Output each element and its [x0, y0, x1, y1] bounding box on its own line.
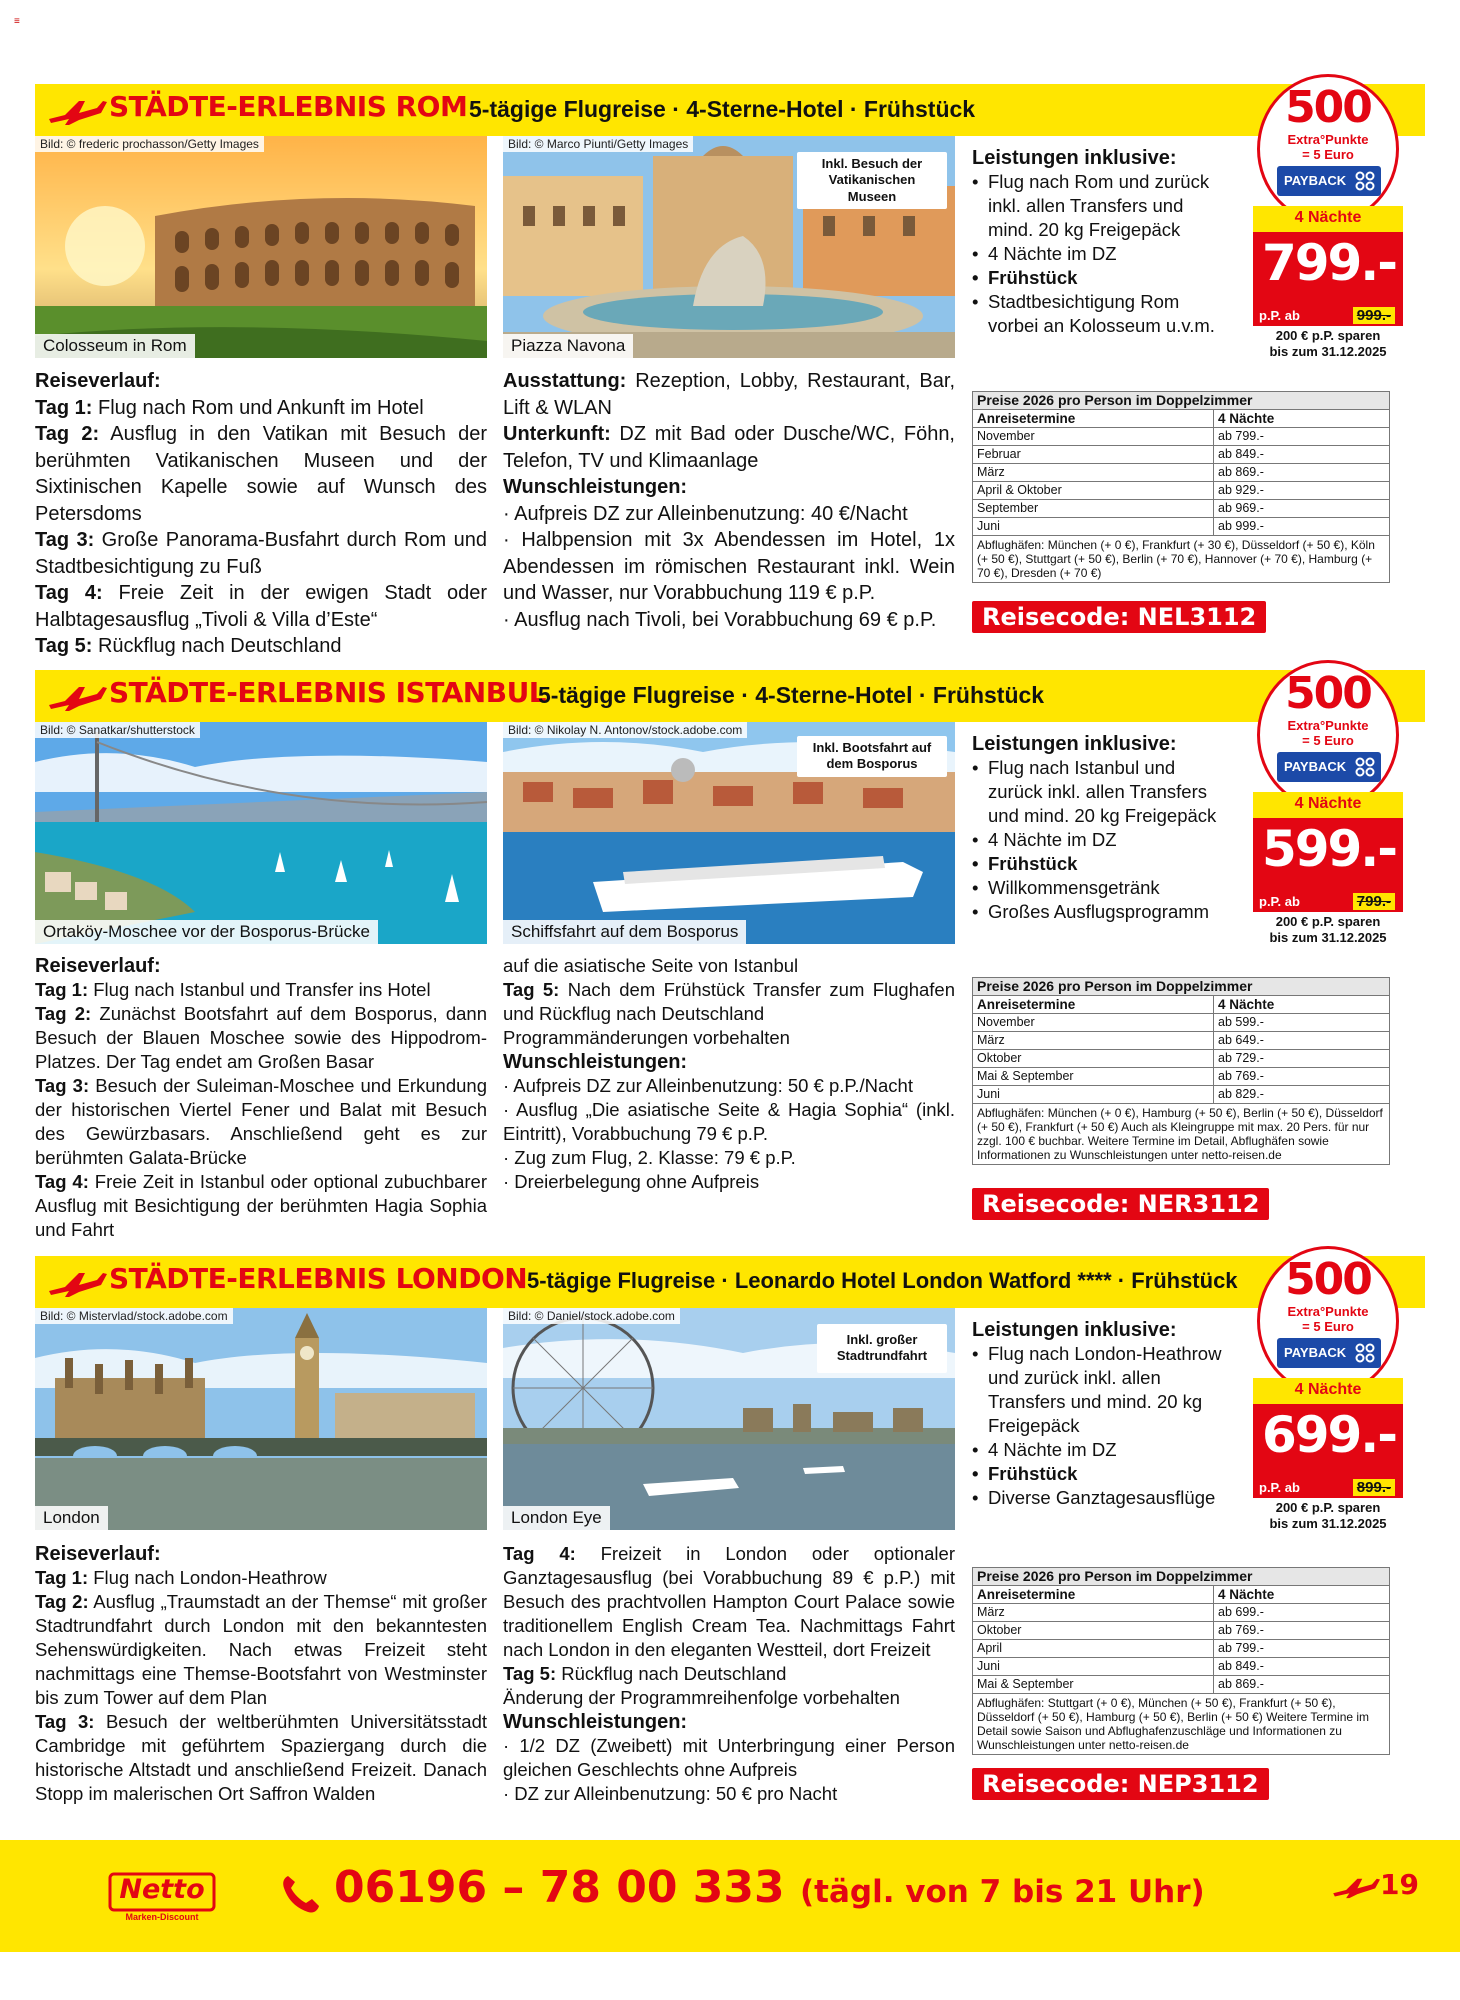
photo-caption: Colosseum in Rom	[35, 334, 195, 358]
offer-rom	[35, 82, 1425, 657]
table-row: Mai & September ab 769.-	[973, 1068, 1390, 1086]
price-table: Preise 2026 pro Person im Doppelzimmer Anreisetermine 4 Nächte März ab 699.- Oktober ab 769.- April ab 799.- Juni ab 849.- Mai & September ab 869.- Abflughäfen: Stuttgart (+ 0 €), München (+ 50 €), Frankfurt (+ 50 €), Düsseldorf (+ 50 €), Hamburg (+ 50 €), Berlin (+ 50 €) Weitere Termine im Detail sowie Saison und Abflughafenzuschläge und Informationen zu Wunschleistungen unter netto-reisen.de	[972, 1567, 1390, 1755]
photo-caption: Schiffsfahrt auf dem Bosporus	[503, 920, 746, 944]
photo-ortakoy	[35, 722, 487, 944]
photo-caption: Piazza Navona	[503, 334, 633, 358]
price-per-person: p.P. ab 899.-	[1253, 1478, 1403, 1498]
extra-points: 500	[1285, 82, 1371, 133]
price: 799.-	[1261, 234, 1397, 292]
page-number: 19	[1380, 1868, 1419, 1901]
price-table: Preise 2026 pro Person im Doppelzimmer Anreisetermine 4 Nächte November ab 799.- Februar ab 849.- März ab 869.- April & Oktober ab 929.- September ab 969.- Juni ab 999.- Abflughäfen: München (+ 0 €), Frankfurt (+ 30 €), Düsseldorf (+ 50 €), Köln (+ 50 €), Stuttgart (+ 50 €), Berlin (+ 70 €), Hannover (+ 70 €), Hamburg (+ 70 €), Dresden (+ 70 €)	[972, 391, 1390, 583]
table-row: November ab 799.-	[973, 428, 1390, 446]
extra-points-label: Extra°Punkte = 5 Euro	[1287, 718, 1369, 748]
photo-caption: Ortaköy-Moschee vor der Bosporus-Brücke	[35, 920, 378, 944]
table-row: März ab 699.-	[973, 1604, 1390, 1622]
price-box	[1253, 818, 1403, 892]
included-item: • Diverse Ganztagesausflüge	[972, 1486, 1232, 1510]
included-item: • Stadtbesichtigung Rom vorbei an Kolosseum u.v.m.	[972, 290, 1232, 338]
offer-title: STÄDTE-ERLEBNIS ISTANBUL	[109, 676, 547, 709]
price: 699.-	[1261, 1406, 1397, 1464]
photo-colosseum	[35, 136, 487, 358]
table-row: Juni ab 999.-	[973, 518, 1390, 536]
payback-logo: PAYBACK	[1277, 1338, 1381, 1368]
included-title: Leistungen inklusive:	[972, 147, 1177, 169]
table-row: April ab 799.-	[973, 1640, 1390, 1658]
nights-label: 4 Nächte	[1253, 792, 1403, 818]
old-price: 999.-	[1353, 307, 1395, 324]
old-price: 799.-	[1353, 893, 1395, 910]
price: 599.-	[1261, 820, 1397, 878]
payback-logo: PAYBACK	[1277, 166, 1381, 196]
offer-banner	[35, 1256, 1425, 1308]
travel-code: Reisecode: NER3112	[972, 1188, 1269, 1220]
payback-dots-icon	[1355, 757, 1375, 777]
offer-london	[35, 1256, 1425, 1816]
price-badge	[1253, 660, 1403, 970]
price-table: Preise 2026 pro Person im Doppelzimmer Anreisetermine 4 Nächte November ab 599.- März ab 649.- Oktober ab 729.- Mai & September ab 769.- Juni ab 829.- Abflughäfen: München (+ 0 €), Hamburg (+ 50 €), Berlin (+ 50 €), Düsseldorf (+ 50 €), Frankfurt (+ 50 €) Auch als Kleingruppe mit max. 20 Pers. für nur zzgl. 100 € buchbar. Weitere Termine im Detail, Abflughäfen sowie Informationen zu Wunschleistungen unter netto-reisen.de	[972, 977, 1390, 1165]
included-item: • 4 Nächte im DZ	[972, 1438, 1232, 1462]
included-item: • 4 Nächte im DZ	[972, 242, 1232, 266]
price-badge	[1253, 1246, 1403, 1556]
footer-bar	[0, 1840, 1460, 1952]
offer-title: STÄDTE-ERLEBNIS LONDON	[109, 1262, 528, 1295]
price-per-person: p.P. ab 999.-	[1253, 306, 1403, 326]
highlight-label: Inkl. Besuch der Vatikanischen Museen	[797, 152, 947, 209]
offer-title: STÄDTE-ERLEBNIS ROM	[109, 90, 468, 123]
netto-logo-subtext: Marken-Discount	[125, 1912, 199, 1922]
photo-bosporus	[503, 722, 955, 944]
travel-code: Reisecode: NEL3112	[972, 601, 1266, 633]
departure-airports-note: Abflughäfen: München (+ 0 €), Frankfurt (+ 30 €), Düsseldorf (+ 50 €), Köln (+ 50 €), Stuttgart (+ 50 €), Berlin (+ 70 €), Hannover (+ 70 €), Hamburg (+ 70 €), Dresden (+ 70 €)	[973, 536, 1390, 583]
plane-icon	[45, 679, 107, 713]
payback-logo: PAYBACK	[1277, 752, 1381, 782]
payback-dots-icon	[1355, 1343, 1375, 1363]
table-row: September ab 969.-	[973, 500, 1390, 518]
old-price: 899.-	[1353, 1479, 1395, 1496]
offer-istanbul	[35, 668, 1425, 1240]
included-item: • Flug nach Rom und zurück inkl. allen Transfers und mind. 20 kg Freigepäck	[972, 170, 1232, 242]
included-item: • Flug nach Istanbul und zurück inkl. allen Transfers und mind. 20 kg Freigepäck	[972, 756, 1232, 828]
included-item: • Flug nach London-Heathrow und zurück inkl. allen Transfers und mind. 20 kg Freigepäck	[972, 1342, 1232, 1438]
details-column: Ausstattung: Rezeption, Lobby, Restaurant, Bar, Lift & WLAN Unterkunft: DZ mit Bad oder Dusche/WC, Föhn, Telefon, TV und Klimaanlage Wunschleistungen: · Aufpreis DZ zur Alleinbenutzung: 40 €/Nacht · Halbpension mit 3x Abendessen im Hotel, 1x Abendessen im römischen Restaurant inkl. Wein und Wasser, nur Vorabbuchung 119 € p.P. · Ausflug nach Tivoli, bei Vorabbuchung 69 € p.P.	[503, 370, 955, 631]
nights-label: 4 Nächte	[1253, 206, 1403, 232]
price-per-person: p.P. ab 799.-	[1253, 892, 1403, 912]
extra-points-label: Extra°Punkte = 5 Euro	[1287, 132, 1369, 162]
price-badge	[1253, 74, 1403, 384]
photo-caption: London	[35, 1506, 108, 1530]
photo-credit: Bild: © Marco Piunti/Getty Images	[503, 136, 693, 152]
savings-note: 200 € p.P. sparen bis zum 31.12.2025	[1269, 1500, 1387, 1531]
hotline-hours: (tägl. von 7 bis 21 Uhr)	[799, 1874, 1205, 1910]
hotline-number: 06196 – 78 00 333	[334, 1862, 785, 1913]
itinerary-column: Reiseverlauf: Tag 1: Flug nach Istanbul und Transfer ins Hotel Tag 2: Zunächst Bootsfahrt auf dem Bosporus, dann Besuch der Blauen Moschee sowie des Hippodrom-Platzes. Der Tag endet am Großen Basar Tag 3: Besuch der Suleiman-Moschee und Erkundung der historischen Viertel Fener und Balat mit Besuch des Gewürzbasars. Anschließend geht es zur berühmten Galata-Brücke Tag 4: Freie Zeit in Istanbul oder optional zubuchbarer Ausflug mit Besichtigung der berühmten Hagia Sophia und Fahrt	[35, 955, 488, 1240]
table-row: März ab 649.-	[973, 1032, 1390, 1050]
highlight-label: Inkl. großer Stadtrundfahrt	[817, 1324, 947, 1373]
netto-logo-text: Netto	[119, 1874, 205, 1905]
offer-banner	[35, 670, 1425, 722]
itinerary-column: Reiseverlauf: Tag 1: Flug nach London-Heathrow Tag 2: Ausflug „Traumstadt an der Themse“ mit großer Stadtrundfahrt durch London mit den bekanntesten Sehenswürdigkeiten. Nach etwas Freizeit steht nachmittags eine Themse-Bootsfahrt von Westminster bis zum Tower auf dem Plan Tag 3: Besuch der weltberühmten Universitätsstadt Cambridge mit geführtem Spaziergang durch die historische Altstadt und anschließend Freizeit. Danach Stopp im malerischen Ort Saffron Walden	[35, 1543, 487, 1804]
offer-subtitle: 5-tägige Flugreise · 4-Sterne-Hotel · Frühstück	[469, 96, 976, 122]
extra-points-label: Extra°Punkte = 5 Euro	[1287, 1304, 1369, 1334]
savings-note: 200 € p.P. sparen bis zum 31.12.2025	[1269, 328, 1387, 359]
price-table-header: Preise 2026 pro Person im Doppelzimmer	[973, 392, 1390, 410]
price-box	[1253, 232, 1403, 306]
nights-label: 4 Nächte	[1253, 1378, 1403, 1404]
table-row: Juni ab 849.-	[973, 1658, 1390, 1676]
photo-piazza-navona	[503, 136, 955, 358]
included-services	[972, 732, 1232, 924]
details-column: Tag 4: Freizeit in London oder optionaler Ganztagesausflug (bei Vorabbuchung 89 € p.P.) mit Besuch des prachtvollen Hampton Court Palace sowie traditionellem English Cream Tea. Nachmittags Fahrt nach London in den eleganten Westteil, dort Freizeit Tag 5: Rückflug nach Deutschland Änderung der Programmreihenfolge vorbehalten Wunschleistungen: · 1/2 DZ (Zweibett) mit Unterbringung einer Person gleichen Geschlechts ohne Aufpreis · DZ zur Alleinbenutzung: 50 € pro Nacht	[503, 1543, 955, 1804]
table-row: Oktober ab 729.-	[973, 1050, 1390, 1068]
hotline	[334, 1862, 1205, 1913]
extra-points: 500	[1285, 1254, 1371, 1305]
table-row: Mai & September ab 869.-	[973, 1676, 1390, 1694]
table-row: November ab 599.-	[973, 1014, 1390, 1032]
offer-banner	[35, 84, 1425, 136]
included-services	[972, 1318, 1232, 1510]
photo-london	[35, 1308, 487, 1530]
offer-subtitle: 5-tägige Flugreise · Leonardo Hotel London Watford **** · Frühstück	[527, 1268, 1238, 1293]
offer-subtitle: 5-tägige Flugreise · 4-Sterne-Hotel · Frühstück	[538, 682, 1045, 708]
photo-caption: London Eye	[503, 1506, 610, 1530]
corner-mark: ≡	[14, 16, 20, 27]
included-item: • Frühstück	[972, 266, 1232, 290]
table-row: Februar ab 849.-	[973, 446, 1390, 464]
table-row: Juni ab 829.-	[973, 1086, 1390, 1104]
phone-icon	[278, 1872, 322, 1916]
table-row: März ab 869.-	[973, 464, 1390, 482]
price-table-header: Preise 2026 pro Person im Doppelzimmer	[973, 1568, 1390, 1586]
included-title: Leistungen inklusive:	[972, 1319, 1177, 1341]
included-title: Leistungen inklusive:	[972, 733, 1177, 755]
table-row: April & Oktober ab 929.-	[973, 482, 1390, 500]
plane-icon	[1330, 1872, 1380, 1900]
included-item: • Frühstück	[972, 852, 1232, 876]
photo-credit: Bild: © Nikolay N. Antonov/stock.adobe.com	[503, 722, 747, 738]
details-column: auf die asiatische Seite von Istanbul Tag 5: Nach dem Frühstück Transfer zum Flughafen und Rückflug nach Deutschland Programmänderungen vorbehalten Wunschleistungen: · Aufpreis DZ zur Alleinbenutzung: 50 € p.P./Nacht · Ausflug „Die asiatische Seite & Hagia Sophia“ (inkl. Eintritt), Vorabbuchung 79 € p.P. · Zug zum Flug, 2. Klasse: 79 € p.P. · Dreierbelegung ohne Aufpreis	[503, 955, 956, 1192]
table-row: Oktober ab 769.-	[973, 1622, 1390, 1640]
photo-credit: Bild: © Mistervlad/stock.adobe.com	[35, 1308, 233, 1324]
photo-credit: Bild: © frederic prochasson/Getty Images	[35, 136, 264, 152]
included-item: • Willkommensgetränk	[972, 876, 1232, 900]
departure-airports-note: Abflughäfen: Stuttgart (+ 0 €), München (+ 50 €), Frankfurt (+ 50 €), Düsseldorf (+ 50 €), Hamburg (+ 50 €), Berlin (+ 50 €) Weitere Termine im Detail sowie Saison und Abflughafenzuschläge und Informationen zu Wunschleistungen unter netto-reisen.de	[973, 1694, 1390, 1755]
price-table-header: Preise 2026 pro Person im Doppelzimmer	[973, 978, 1390, 996]
included-item: • Großes Ausflugsprogramm	[972, 900, 1232, 924]
included-services	[972, 146, 1232, 338]
payback-dots-icon	[1355, 171, 1375, 191]
itinerary-column: Reiseverlauf: Tag 1: Flug nach Rom und Ankunft im Hotel Tag 2: Ausflug in den Vatikan mit Besuch der berühmten Vatikanischen Museen und der Sixtinischen Kapelle sowie auf Wunsch des Petersdoms Tag 3: Große Panorama-Busfahrt durch Rom und Stadtbesichtigung zu Fuß Tag 4: Freie Zeit in der ewigen Stadt oder Halbtagesausflug „Tivoli & Villa d’Este“ Tag 5: Rückflug nach Deutschland	[35, 370, 487, 657]
departure-airports-note: Abflughäfen: München (+ 0 €), Hamburg (+ 50 €), Berlin (+ 50 €), Düsseldorf (+ 50 €), Frankfurt (+ 50 €) Auch als Kleingruppe mit max. 20 Pers. für nur zzgl. 100 € buchbar. Weitere Termine im Detail, Abflughäfen sowie Informationen zu Wunschleistungen unter netto-reisen.de	[973, 1104, 1390, 1165]
extra-points: 500	[1285, 668, 1371, 719]
plane-icon	[45, 93, 107, 127]
included-item: • 4 Nächte im DZ	[972, 828, 1232, 852]
included-item: • Frühstück	[972, 1462, 1232, 1486]
savings-note: 200 € p.P. sparen bis zum 31.12.2025	[1269, 914, 1387, 945]
highlight-label: Inkl. Bootsfahrt auf dem Bosporus	[797, 736, 947, 777]
photo-credit: Bild: © Daniel/stock.adobe.com	[503, 1308, 680, 1324]
price-box	[1253, 1404, 1403, 1478]
travel-code: Reisecode: NEP3112	[972, 1768, 1269, 1800]
plane-icon	[45, 1265, 107, 1299]
photo-london-eye	[503, 1308, 955, 1530]
photo-credit: Bild: © Sanatkar/shutterstock	[35, 722, 200, 738]
